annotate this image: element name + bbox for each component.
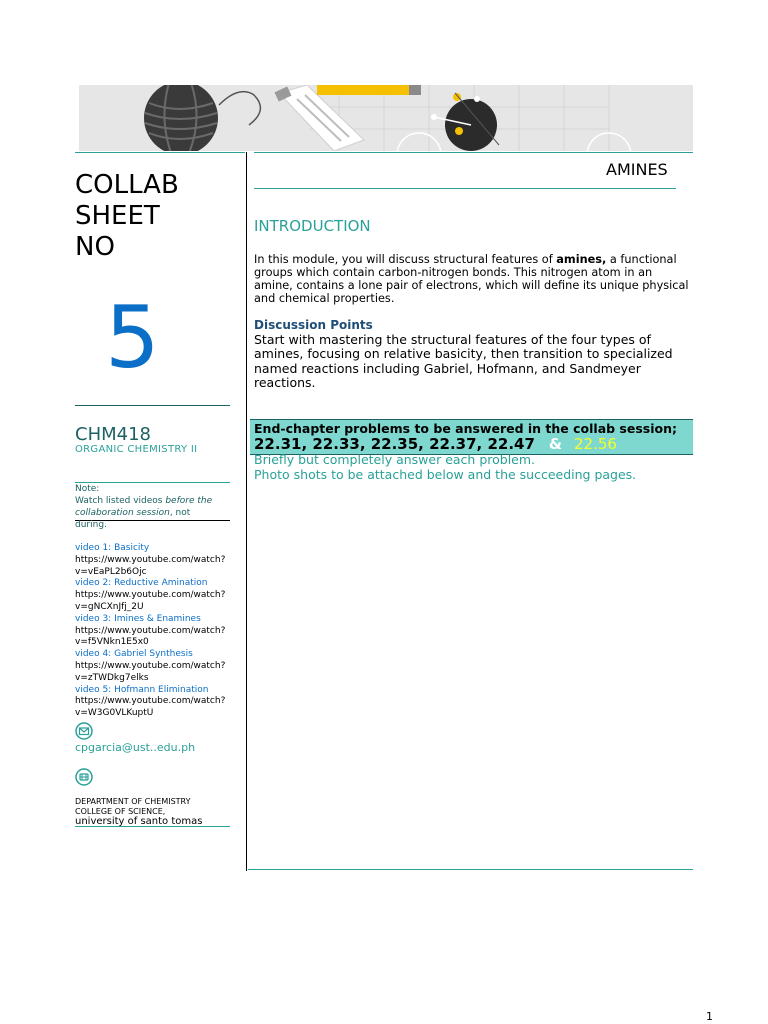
list-item [75, 543, 245, 578]
sidebar-rule-1 [75, 405, 230, 406]
instructions [254, 453, 636, 482]
note-text-pre: Watch listed videos [75, 496, 166, 506]
topic-title: AMINES [606, 160, 668, 179]
video-title: video 2: Reductive Amination [75, 578, 208, 589]
course-code: CHM418 [75, 424, 151, 445]
problems-heading: End-chapter problems to be answered in the collab session; [254, 421, 678, 436]
problem-extra: 22.56 [574, 435, 617, 453]
video-link[interactable]: https://www.youtube.com/watch? v=vEaPL2b6Ojc [75, 554, 226, 577]
video-title: video 5: Hofmann Elimination [75, 684, 209, 695]
intro-text-bold: amines, [556, 253, 607, 266]
header-banner [79, 85, 693, 151]
envelope-icon [75, 722, 93, 740]
department-name: DEPARTMENT OF CHEMISTRY [75, 797, 191, 806]
problems-highlight [250, 419, 693, 455]
title-line: COLLAB [75, 170, 179, 200]
intro-text [254, 253, 694, 305]
intro-heading: INTRODUCTION [254, 217, 371, 235]
list-item [75, 685, 245, 720]
collab-sheet-title [75, 170, 179, 263]
problems-list [254, 435, 617, 453]
column-divider [246, 152, 247, 871]
problem-numbers: 22.31, 22.33, 22.35, 22.37, 22.47 [254, 435, 535, 453]
note-text [75, 495, 225, 531]
department-icon [75, 768, 93, 786]
sheet-number: 5 [105, 288, 160, 388]
list-item [75, 614, 245, 649]
topic-rule [254, 188, 676, 189]
video-link[interactable]: https://www.youtube.com/watch? v=gNCXnJfj_2U [75, 590, 226, 612]
title-line: SHEET [75, 201, 160, 231]
intro-text-post: a functional groups which contain carbon-nitrogen bonds. This nitrogen atom in an amine, contains a lone pair of electrons, which will define its unique physical and chemical properties. [254, 253, 689, 305]
intro-text-pre: In this module, you will discuss structural features of [254, 253, 557, 266]
discussion-text: Start with mastering the structural features of the four types of amines, focusing on relative basicity, then transition to specialized named reactions including Gabriel, Hofmann, and Sandmeyer reactions. [254, 332, 673, 390]
note-label: Note: [75, 484, 100, 494]
sidebar-rule-2 [75, 482, 230, 483]
sidebar-top-rule [75, 152, 245, 153]
page-number: 1 [706, 1010, 713, 1023]
note-text-italic: before the collaboration session [75, 496, 213, 518]
problems-ampersand: & [548, 435, 563, 453]
video-link[interactable]: https://www.youtube.com/watch? v=f5VNkn1E5x0 [75, 625, 226, 648]
college-name: COLLEGE OF SCIENCE, [75, 806, 166, 816]
instruction-line: Briefly but completely answer each problem. [254, 452, 536, 467]
video-title: video 1: Basicity [75, 543, 150, 553]
video-link[interactable]: https://www.youtube.com/watch? v=zTWDkg7elks [75, 660, 226, 683]
video-list [75, 543, 245, 720]
main-top-rule [254, 152, 693, 153]
discussion-heading: Discussion Points [254, 318, 373, 332]
department-info [75, 797, 202, 827]
list-item [75, 578, 245, 613]
course-name: ORGANIC CHEMISTRY II [75, 444, 198, 455]
banner-illustration [79, 85, 693, 151]
email-link[interactable]: cpgarcia@ust..edu.ph [75, 741, 196, 754]
list-item [75, 649, 245, 684]
university-name: university of santo tomas [75, 816, 203, 827]
instruction-line: Photo shots to be attached below and the succeeding pages. [254, 466, 637, 482]
video-link[interactable]: https://www.youtube.com/watch? v=W3G0VLKuptU [75, 696, 226, 719]
title-line: NO [75, 232, 115, 262]
video-title: video 4: Gabriel Synthesis [75, 649, 193, 660]
main-bottom-rule [248, 869, 693, 870]
note-text-post: , not during. [75, 508, 191, 530]
video-title: video 3: Imines & Enamines [75, 613, 201, 624]
